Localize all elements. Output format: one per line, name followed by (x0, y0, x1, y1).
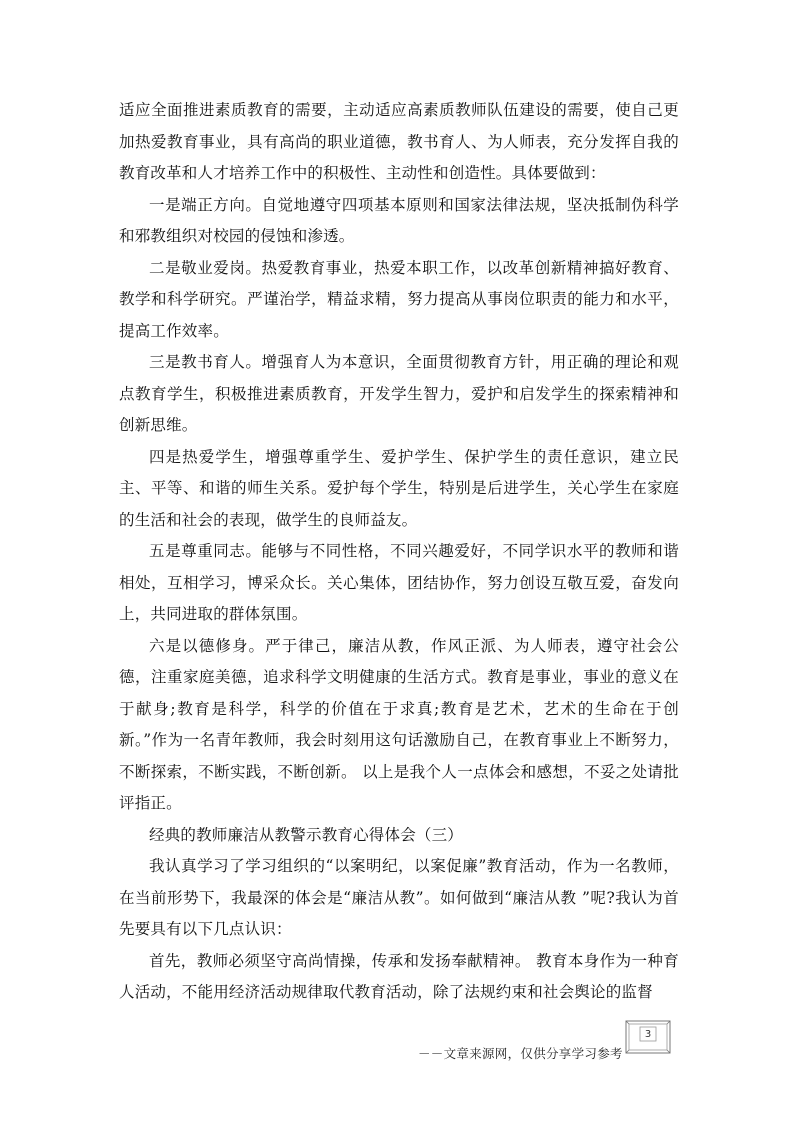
paragraph-love-students: 四是热爱学生，增强尊重学生、爱护学生、保护学生的责任意识，建立民主、平等、和谐的师生关系。爱护每个学生，特别是后进学生，关心学生在家庭的生活和社会的表现，做学生的良师益友。 (119, 447, 679, 529)
paragraph-dedication: 二是敬业爱岗。热爱教育事业，热爱本职工作，以改革创新精神搞好教育、教学和科学研究。严谨治学，精益求精，努力提高从事岗位职责的能力和水平，提高工作效率。 (119, 258, 679, 340)
paragraph-intro: 适应全面推进素质教育的需要，主动适应高素质教师队伍建设的需要，使自己更加热爱教育事业，具有高尚的职业道德，教书育人、为人师表，充分发挥自我的教育改革和人才培养工作中的积极性、主动性和创造性。具体要做到： (119, 101, 679, 182)
body-text (119, 95, 679, 1009)
paragraph-respect-colleagues: 五是尊重同志。能够与不同性格，不同兴趣爱好，不同学识水平的教师和谐相处，互相学习，博采众长。关心集体，团结协作，努力创设互敬互爱，奋发向上，共同进取的群体氛围。 (119, 542, 679, 623)
paragraph-integrity: 我认真学习了学习组织的“以案明纪，以案促廉”教育活动，作为一名教师，在当前形势下，我最深的体会是“廉洁从教”。如何做到“廉洁从教 ”呢?我认为首先要具有以下几点认识： (119, 857, 679, 938)
paragraph-direction: 一是端正方向。自觉地遵守四项基本原则和国家法律法规，坚决抵制伪科学和邪教组织对校园的侵蚀和渗透。 (119, 195, 679, 245)
page-number: 3 (644, 1029, 652, 1040)
page-footer (0, 1020, 794, 1080)
section-heading: 经典的教师廉洁从教警示教育心得体会（三） (149, 825, 464, 844)
paragraph-first-point: 首先，教师必须坚守高尚情操，传承和发扬奉献精神。 教育本身作为一种育人活动，不能用经济活动规律取代教育活动，除了法规约束和社会舆论的监督 (119, 951, 679, 1001)
footer-source-note: －－文章来源网，仅供分享学习参考 (418, 1046, 623, 1061)
paragraph-virtue: 六是以德修身。严于律己，廉洁从教，作风正派、为人师表，遵守社会公德，注重家庭美德，追求科学文明健康的生活方式。教育是事业，事业的意义在于献身;教育是科学，科学的价值在于求真;教育是艺术，艺术的生命在于创新。”作为一名青年教师，我会时刻用这句话激励自己，在教育事业上不断努力，不断探索，不断实践，不断创新。 以上是我个人一点体会和感想，不妥之处请批评指正。 (119, 636, 679, 812)
paragraph-teaching: 三是教书育人。增强育人为本意识，全面贯彻教育方针，用正确的理论和观点教育学生，积极推进素质教育，开发学生智力，爱护和启发学生的探索精神和创新思维。 (119, 353, 679, 434)
